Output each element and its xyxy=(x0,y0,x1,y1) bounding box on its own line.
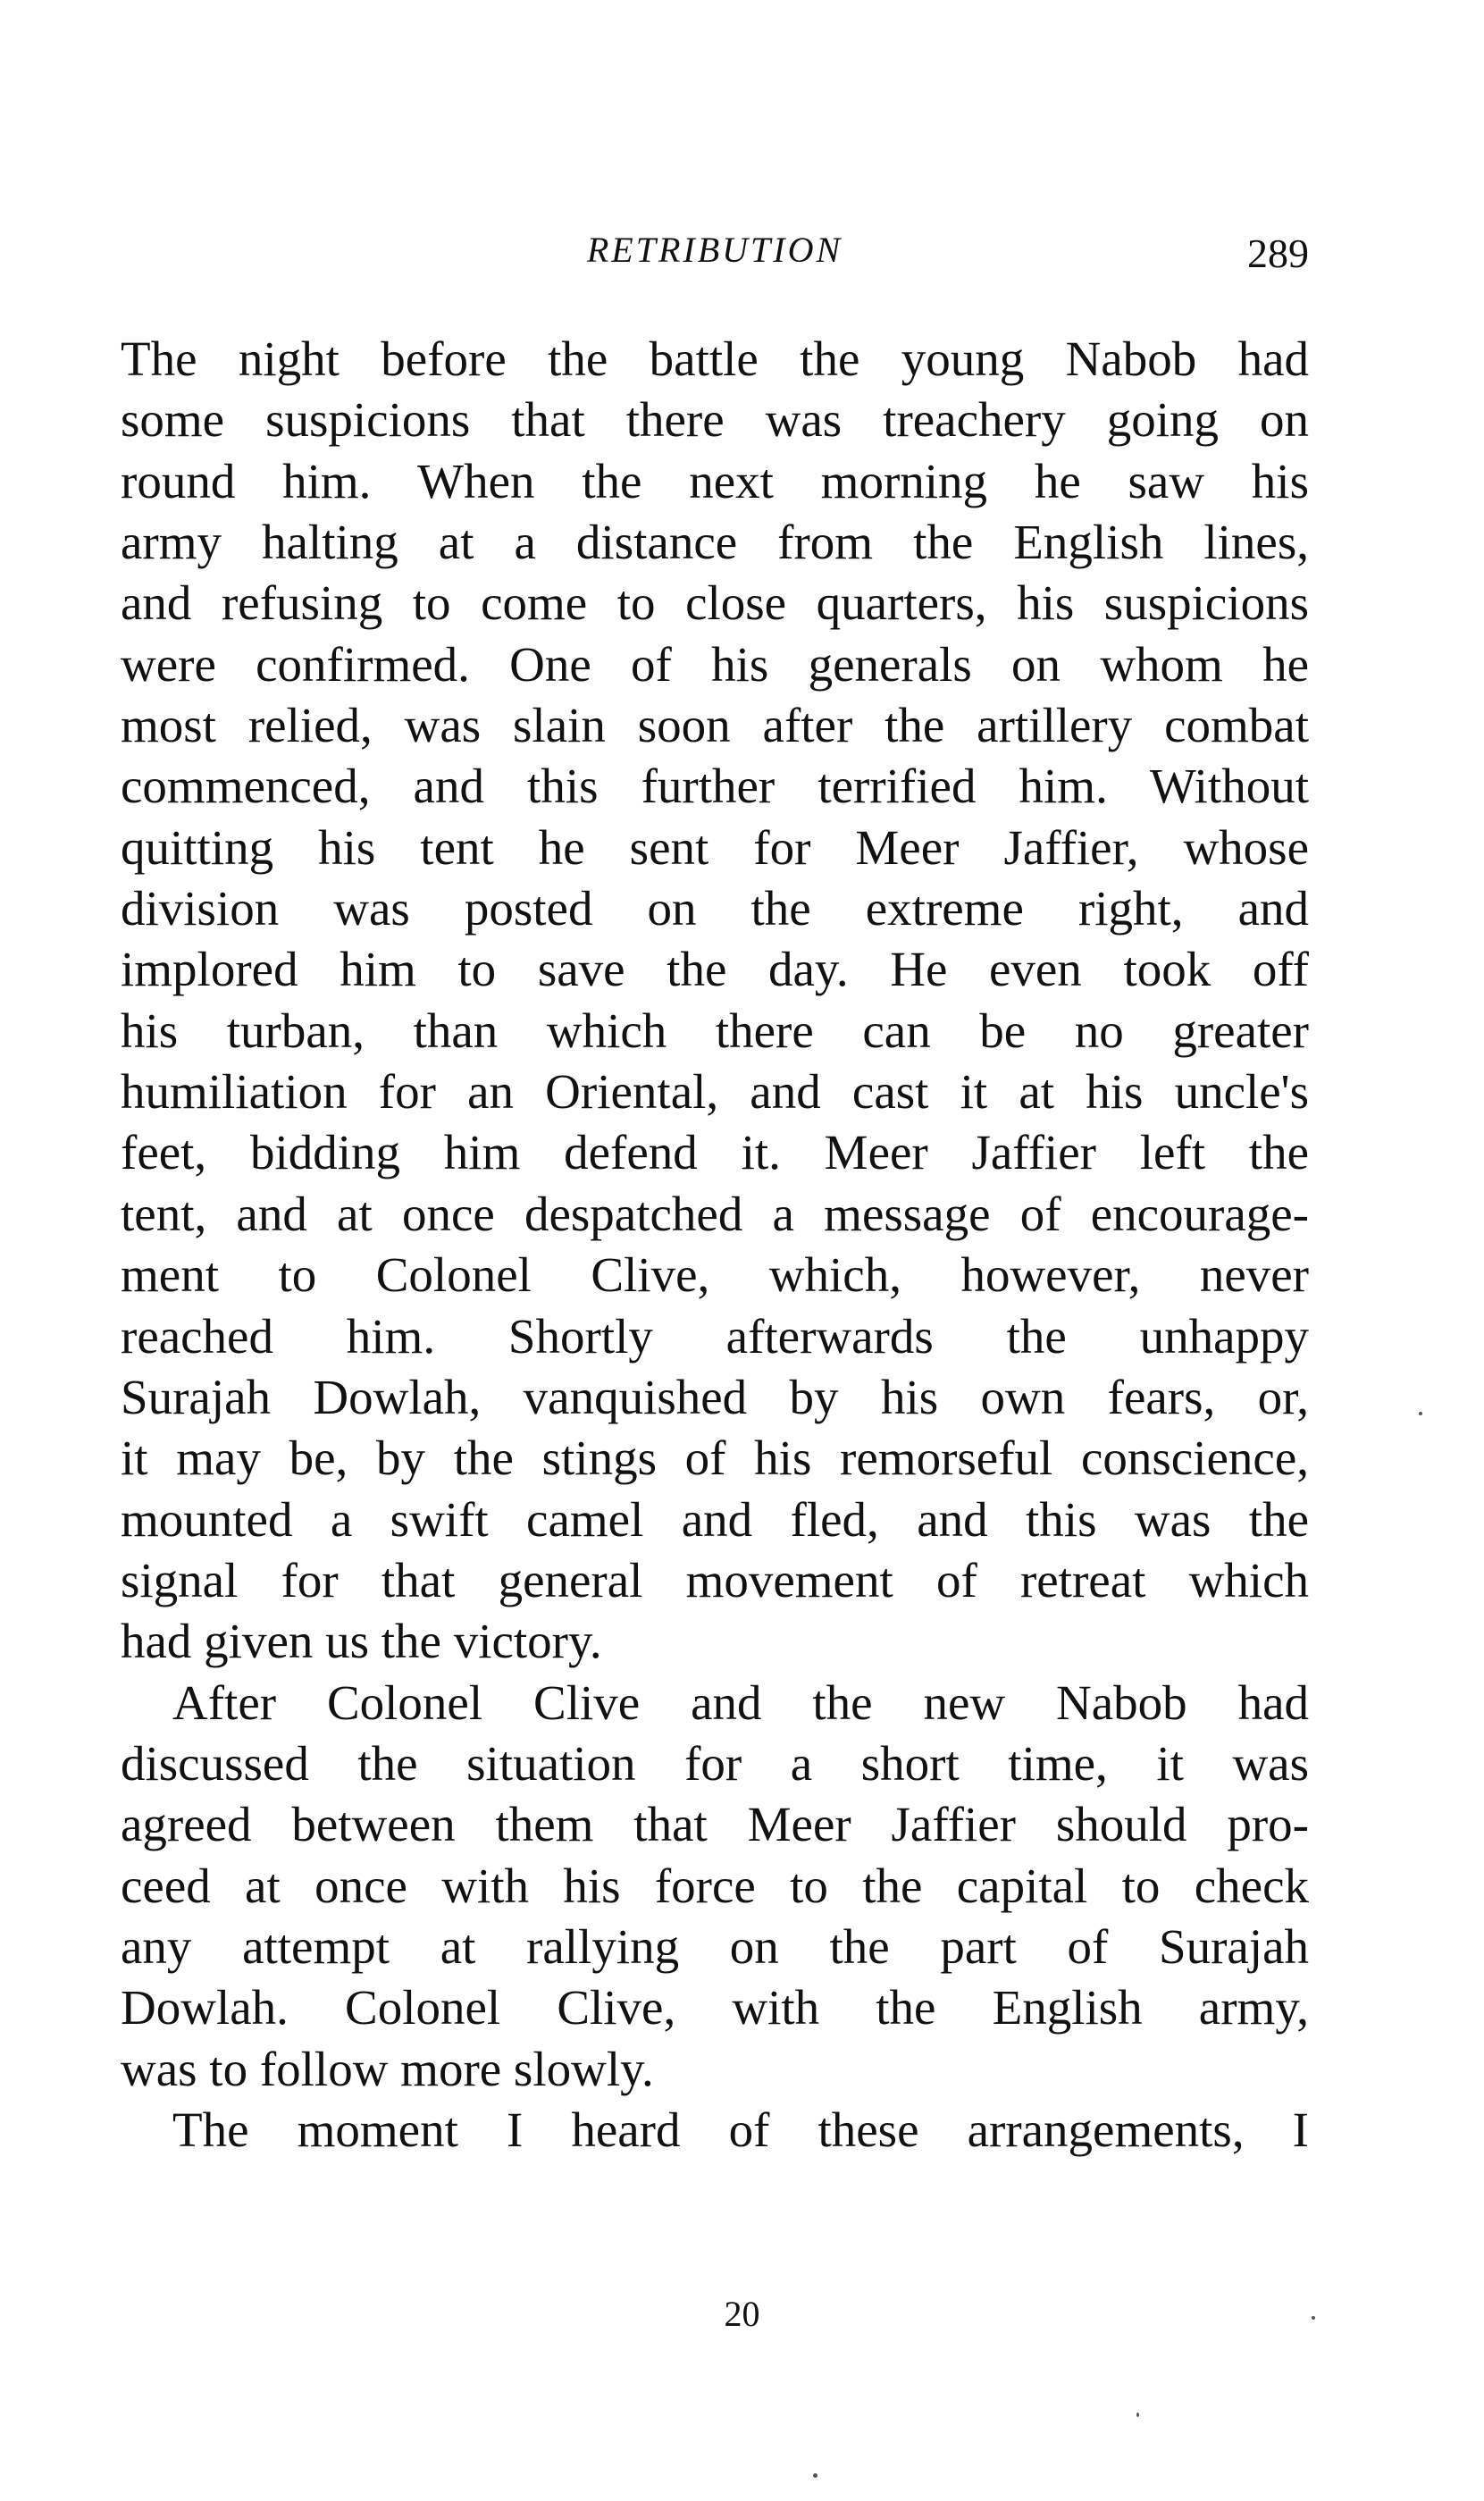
text-line: ceed at once with his force to the capital to check xyxy=(121,1858,1309,1913)
text-line: ment to Colonel Clive, which, however, never xyxy=(121,1247,1309,1303)
text-line: The moment I heard of these arrangements, I xyxy=(172,2102,1309,2157)
text-line: feet, bidding him defend it. Meer Jaffier left the xyxy=(121,1125,1309,1180)
text-line: had given us the victory. xyxy=(121,1614,602,1669)
text-line: was to follow more slowly. xyxy=(121,2041,654,2096)
text-line: agreed between them that Meer Jaffier should pro- xyxy=(121,1797,1309,1852)
text-line: his turban, than which there can be no greater xyxy=(121,1003,1309,1058)
text-line: it may be, by the stings of his remorseful conscience, xyxy=(121,1431,1309,1486)
text-line: most relied, was slain soon after the artillery combat xyxy=(121,698,1309,753)
text-line: quitting his tent he sent for Meer Jaffier, whose xyxy=(121,819,1309,875)
text-line: The night before the battle the young Nabob had xyxy=(121,332,1309,386)
running-head xyxy=(121,223,1309,286)
text-line: commenced, and this further terrified him. Without xyxy=(121,759,1309,814)
text-line: Surajah Dowlah, vanquished by his own fears, or, xyxy=(121,1369,1309,1424)
text-line: division was posted on the extreme right, and xyxy=(121,881,1309,936)
running-title: RETRIBUTION xyxy=(586,230,843,270)
text-line: signal for that general movement of retreat which xyxy=(121,1552,1309,1607)
scan-speck xyxy=(813,2473,817,2478)
text-line: army halting at a distance from the English lines, xyxy=(121,515,1309,570)
text-line: were confirmed. One of his generals on whom he xyxy=(121,636,1309,692)
text-line: and refusing to come to close quarters, his suspicions xyxy=(121,575,1309,631)
signature-mark: 20 xyxy=(724,2294,760,2334)
text-line: round him. When the next morning he saw his xyxy=(121,453,1309,508)
text-line: reached him. Shortly afterwards the unhappy xyxy=(121,1308,1309,1364)
text-line: tent, and at once despatched a message of encourage- xyxy=(121,1186,1309,1241)
page-number: 289 xyxy=(1247,231,1309,276)
text-line: implored him to save the day. He even took off xyxy=(121,942,1309,997)
text-line: humiliation for an Oriental, and cast it at his uncle's xyxy=(121,1064,1309,1120)
body-text xyxy=(121,329,1309,2161)
scan-speck xyxy=(1312,2316,1315,2320)
scan-speck xyxy=(1136,2413,1139,2417)
text-line: mounted a swift camel and fled, and this was the xyxy=(121,1491,1309,1547)
text-line: After Colonel Clive and the new Nabob had xyxy=(172,1674,1309,1730)
text-line: some suspicions that there was treachery going on xyxy=(121,392,1309,448)
text-line: Dowlah. Colonel Clive, with the English army, xyxy=(121,1980,1309,2035)
text-line: any attempt at rallying on the part of Surajah xyxy=(121,1918,1309,1974)
scan-speck xyxy=(1419,1412,1422,1415)
text-line: discussed the situation for a short time, it was xyxy=(121,1735,1309,1791)
